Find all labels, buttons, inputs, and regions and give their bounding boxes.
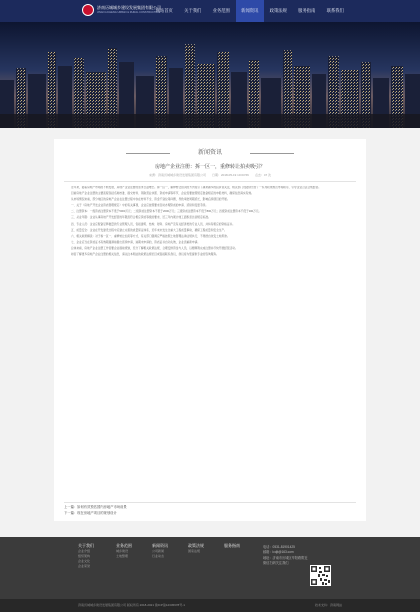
footer-link[interactable]: 土地整理 <box>116 554 129 558</box>
next-article-link[interactable]: 下一篇：现在房地产项目的规划设计 <box>64 511 117 515</box>
footer-link[interactable]: 行业动态 <box>152 554 165 558</box>
logo-emblem-icon <box>82 4 94 16</box>
article-paragraph: 四、专业人员：企业应配备足够数量的专业管理人员，包括建筑、结构、财务、房地产及有关经济类的专业人员，并持有相应的资格证书。 <box>71 222 235 226</box>
city-banner-image <box>0 22 420 128</box>
article-paragraph: 一、关于《房地产开发企业资质管理规定》中的有关事项，企业应按照要求及时办理资质的申请、延续和变更手续。 <box>71 204 209 208</box>
footer-contact <box>263 545 308 567</box>
nav-policy[interactable]: 政策法规 <box>269 8 287 13</box>
article-paragraph: 二、注册资本：一级资质注册资本不低于5000万元；二级资质注册资本不低于2000万元；三级资质注册资本不低于800万元；四级资质注册资本不低于100万元。 <box>71 210 262 214</box>
footer-column-title[interactable]: 政策法规 <box>188 543 204 548</box>
article-paragraph: 七、企业应当在资质证书有效期届满前提出延续申请，逾期未申请的，资质证书自动失效，企业需重新申请。 <box>71 240 200 244</box>
copyright-text: 济南历城城乡建设发展集团有限公司 版权所有 2018-2021 鲁ICP备12345678号-1 <box>78 603 185 607</box>
article-paragraph: 从市场情况来看，部分地区的房地产企业在注册过程中存在材料不全、资金不到位等问题，导致审批周期延长，影响后续项目的开展。 <box>71 198 230 202</box>
wechat-qr-code <box>310 565 331 586</box>
section-divider-right <box>250 153 294 154</box>
nav-about[interactable]: 关于我们 <box>184 8 202 13</box>
footer-link[interactable]: 国家法规 <box>188 549 201 553</box>
contact-phone: 电话：0531-81901425 <box>263 545 295 549</box>
tech-support-link[interactable]: 技术支持：济南网站 <box>314 603 342 607</box>
article-paragraph: 近年来，随着房地产市场的不断发展，房地产企业注册的需求日益增长。拆一区一，重修转让拍卖的方式吸引了越来越多的投资者关注，相关部门也陆续出台了一系列政策规范市场秩序，引导企业合法合规经营。 <box>71 186 321 189</box>
pagination-divider <box>64 502 356 503</box>
nav-home[interactable]: 网站首页 <box>155 8 173 13</box>
footer-column-policy <box>188 543 204 554</box>
article-meta: 来源：济南历城城乡建设发展集团有限公司 日期：2018-05-19 10:03:56 点击：47 次 <box>148 173 272 177</box>
article-paragraph: 六、相关政策解读：对于拆一区一、重修转让拍卖等方式，有关部门强调应严格按照土地管理法律法规执行，不得擅自改变土地用途。 <box>71 234 230 238</box>
article-paragraph: 五、质量安全：企业在开发建设过程中应建立完善的质量保证体系，近年来未发生过重大工程质量事故，确保工程质量和安全生产。 <box>71 228 227 232</box>
meta-divider <box>64 181 356 182</box>
footer-link[interactable]: 企业介绍 <box>78 549 91 553</box>
footer-column-title[interactable]: 业务范围 <box>116 543 132 548</box>
footer-link[interactable]: 组织架构 <box>78 554 91 558</box>
nav-service[interactable]: 服务指南 <box>298 8 316 13</box>
footer-column-title[interactable]: 服务指南 <box>224 543 240 548</box>
footer-link[interactable]: 企业文化 <box>78 559 91 563</box>
footer-link[interactable]: 企业荣誉 <box>78 564 91 568</box>
article-paragraph: 三、从业年限：企业从事房地产开发经营的年限需符合相应资质等级的要求，近三年内累计竣工面积需达到规定标准。 <box>71 216 211 220</box>
section-title: 新闻资讯 <box>197 150 222 156</box>
contact-email[interactable]: 邮箱：lcdjt@163.com <box>263 550 294 555</box>
footer-link[interactable]: 公司新闻 <box>152 549 165 553</box>
footer-column-title[interactable]: 新闻资讯 <box>152 543 168 548</box>
copyright-bar <box>0 599 420 612</box>
nav-business[interactable]: 业务范围 <box>212 8 230 13</box>
footer-column-title[interactable]: 关于我们 <box>78 543 94 548</box>
footer-column-business <box>116 543 132 559</box>
article-panel <box>54 139 366 521</box>
city-skyline-graphic <box>0 22 420 128</box>
footer-link[interactable]: 城乡建设 <box>116 549 129 553</box>
logo-english-name: JINAN LICHENG URBAN & RURAL CONSTRUCTION <box>97 11 161 14</box>
footer-column-about <box>78 543 94 569</box>
article-title: 房地产企业注册：拆一区一，重修转让拍卖吸引？ <box>154 164 265 170</box>
article-paragraph: 总体来看，房地产企业注册工作需要企业提前规划，充分了解相关政策法规，合理安排资金与人员，以便顺利完成注册并尽快开展经营活动。 <box>71 246 238 250</box>
top-header <box>0 0 420 22</box>
article-paragraph: 目前房地产企业注册的主要流程包括名称核准、提交材料、领取营业执照、资质申请等环节，企业需要按照规定准备相应的申报材料，确保信息真实有效。 <box>71 192 254 196</box>
footer-column-news <box>152 543 168 559</box>
qr-caption: 微信扫码关注我们 <box>263 561 289 566</box>
qr-code-icon <box>310 565 331 586</box>
main-nav <box>150 0 350 22</box>
footer-column-service <box>224 543 240 549</box>
article-paragraph: 如需了解更多房地产企业注册的相关信息，请关注本网站的政策法规栏目或直接联系我们，我们将为您提供专业的咨询服务。 <box>71 253 219 257</box>
contact-address: 地址：济南市历城区华阳路附近 <box>263 555 308 560</box>
site-footer <box>0 537 420 599</box>
article-body <box>66 186 354 502</box>
logo-company-name: 济南历城城乡建设发展集团有限公司 <box>97 5 161 10</box>
prev-article-link[interactable]: 上一篇：如何有效预估国内房地产市场前景 <box>64 505 127 509</box>
nav-news[interactable]: 新闻资讯 <box>236 0 265 22</box>
nav-contact[interactable]: 联系我们 <box>326 8 344 13</box>
